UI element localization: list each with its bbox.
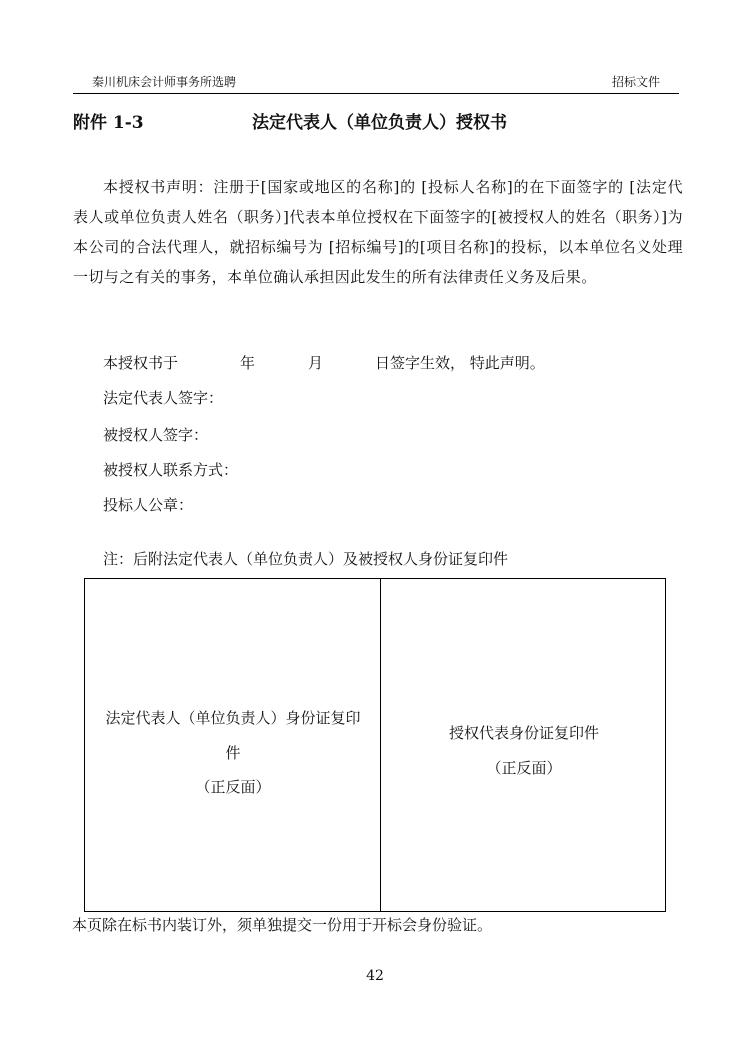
effective-suffix: 日签字生效， 特此声明。	[375, 354, 545, 372]
authorized-signature-label: 被授权人签字：	[103, 426, 209, 444]
authorization-statement: 本授权书声明：注册于[国家或地区的名称]的 [投标人名称]的在下面签字的 [法定代表人或单位负责人姓名（职务）]代表本单位授权在下面签字的[被授权人的姓名（职务）]为本公司的合法代理人，就招标编号为 [招标编号]的[项目名称]的投标，以本单位名义处理一切与之有关的事务，本单位确认承担因此发生的所有法律责任义务及后果。	[73, 178, 683, 286]
legal-rep-id-label-line1: 法定代表人（单位负责人）身份证复印	[105, 709, 361, 727]
id-copy-divider	[380, 578, 381, 912]
header-left-text: 秦川机床会计师事务所选聘	[92, 75, 237, 89]
page-number: 42	[366, 968, 384, 984]
header-divider	[73, 93, 679, 94]
authorized-id-label-line1: 授权代表身份证复印件	[448, 724, 599, 742]
authorized-id-label-line2: （正反面）	[486, 759, 562, 777]
legal-rep-signature-label: 法定代表人签字：	[103, 389, 224, 407]
bidder-seal-label: 投标人公章：	[103, 496, 194, 514]
effective-year: 年	[240, 354, 256, 372]
legal-rep-id-label-line3: （正反面）	[195, 778, 271, 796]
annex-label: 附件 1-3	[73, 113, 144, 133]
effective-prefix: 本授权书于	[103, 354, 179, 372]
header-right-text: 招标文件	[612, 75, 661, 89]
attachment-note: 注：后附法定代表人（单位负责人）及被授权人身份证复印件	[103, 550, 509, 568]
legal-rep-id-label-line2: 件	[225, 744, 241, 762]
effective-month: 月	[308, 354, 324, 372]
footer-note: 本页除在标书内装订外，须单独提交一份用于开标会身份验证。	[72, 916, 493, 934]
authorized-contact-label: 被授权人联系方式：	[103, 461, 239, 479]
page-title: 法定代表人（单位负责人）授权书	[252, 113, 507, 133]
